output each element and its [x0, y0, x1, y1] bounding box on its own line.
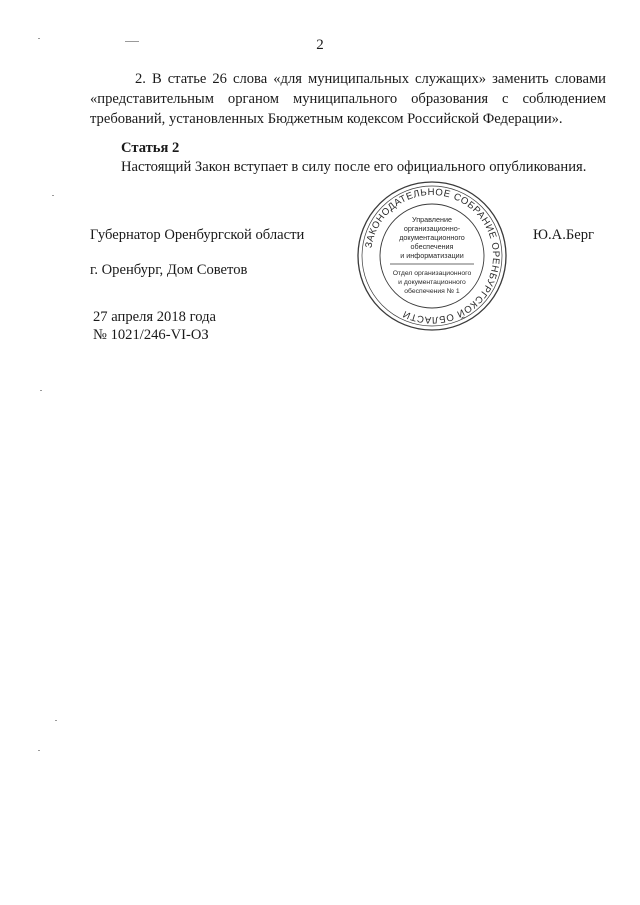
seal-ring-text: ЗАКОНОДАТЕЛЬНОЕ СОБРАНИЕ ОРЕНБУРГСКОЙ ОБЛАСТИ: [363, 186, 502, 326]
seal-line-1: Управление: [412, 215, 452, 224]
amendment-line-3: требований, установленных Бюджетным кодексом Российской Федерации».: [90, 111, 563, 127]
amendment-line-1: 2. В статье 26 слова «для муниципальных служащих» заменить словами: [135, 71, 606, 87]
scan-speck: [38, 750, 40, 751]
amendment-line-2: «представительным органом муниципального образования с соблюдением: [90, 91, 606, 107]
signing-place: г. Оренбург, Дом Советов: [90, 262, 248, 278]
seal-line-7: и документационного: [398, 279, 466, 286]
page-number: 2: [316, 37, 324, 53]
law-number: № 1021/246-VI-ОЗ: [93, 327, 209, 343]
seal-line-6: Отдел организационного: [392, 270, 472, 277]
scan-speck: [55, 720, 57, 721]
seal-line-4: обеспечения: [410, 242, 454, 251]
seal-line-5: и информатизации: [400, 251, 464, 260]
seal-line-2: организационно-: [403, 224, 461, 233]
official-seal: [356, 180, 508, 332]
scan-speck: [125, 41, 139, 42]
seal-line-8: обеспечения № 1: [404, 288, 460, 295]
article-title: Статья 2: [121, 140, 180, 156]
scan-speck: [52, 195, 54, 196]
governor-title: Губернатор Оренбургской области: [90, 227, 305, 243]
scan-speck: [40, 390, 42, 391]
scan-speck: [38, 38, 40, 39]
seal-line-3: документационного: [399, 233, 465, 242]
signing-date: 27 апреля 2018 года: [93, 309, 216, 325]
article-text: Настоящий Закон вступает в силу после его официального опубликования.: [121, 159, 587, 175]
governor-name: Ю.А.Берг: [533, 227, 594, 243]
